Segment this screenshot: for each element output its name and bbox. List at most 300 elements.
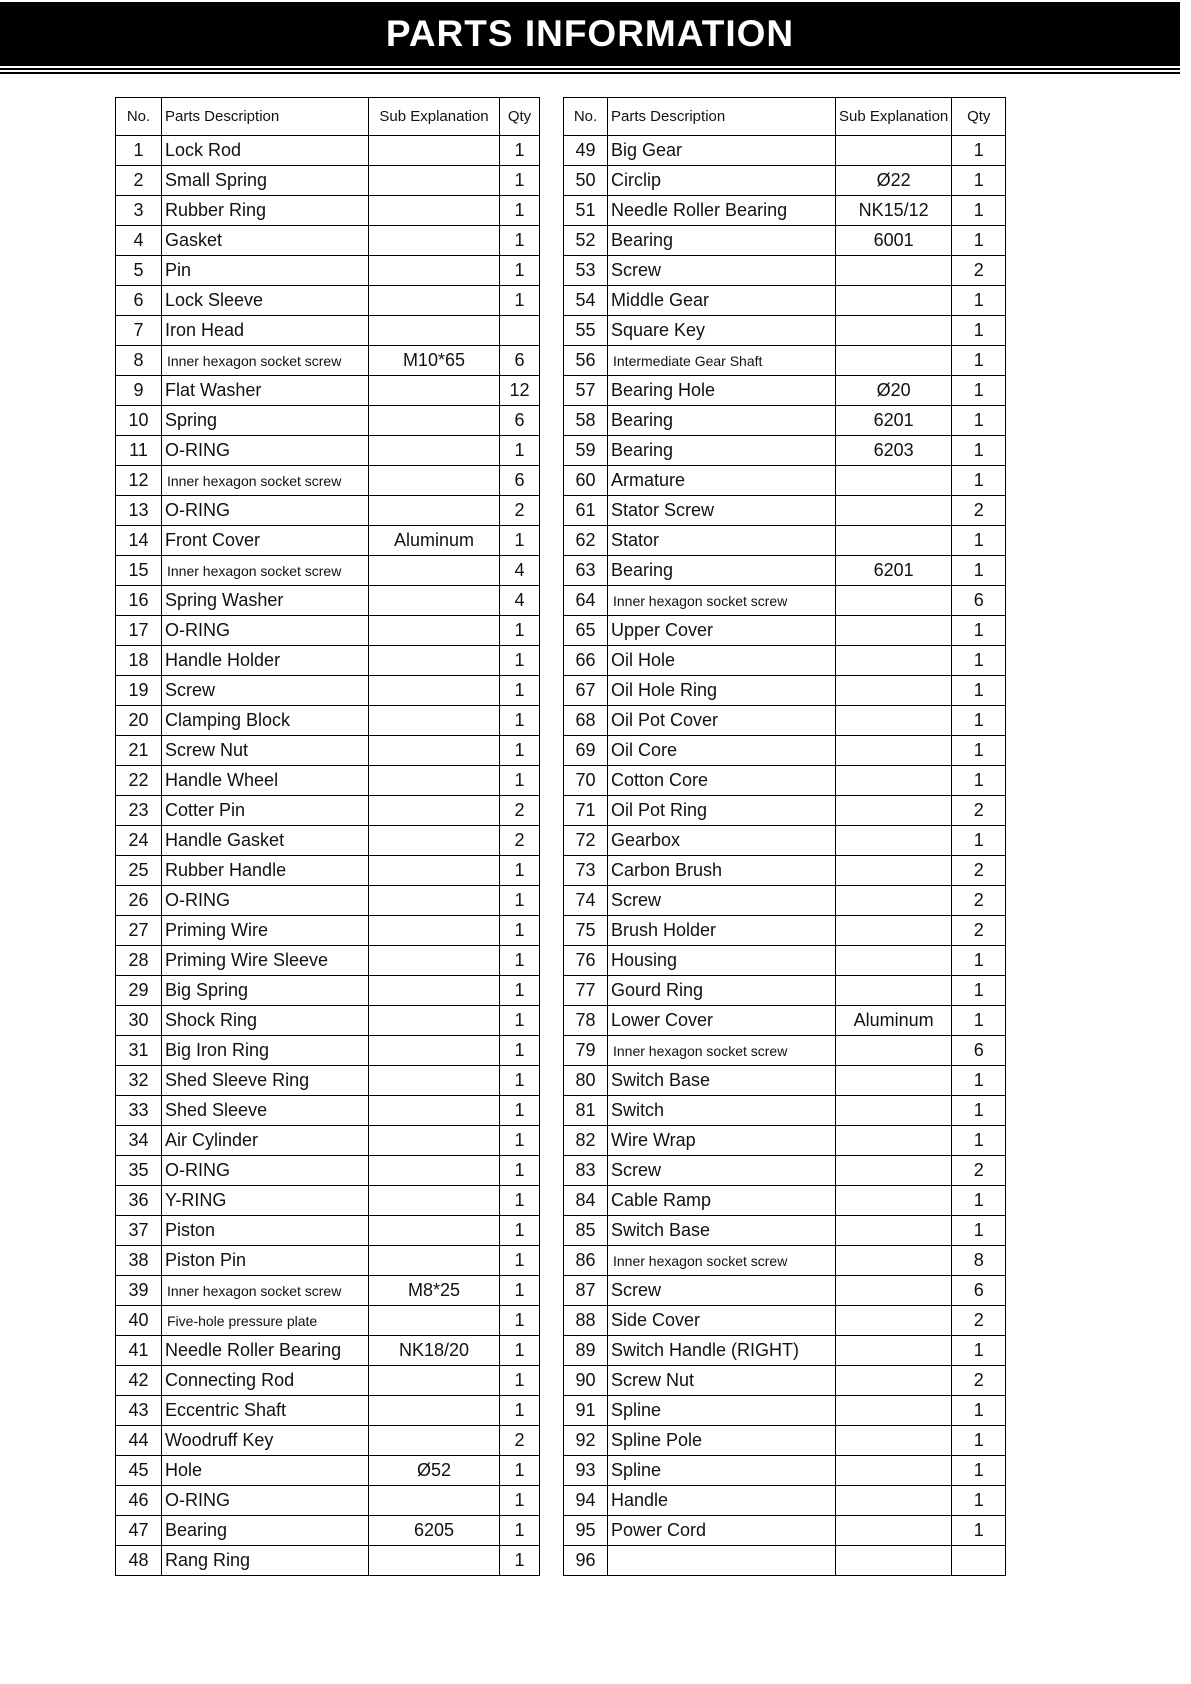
table-row [564, 916, 1006, 946]
sub-explanation [836, 646, 952, 676]
table-row [564, 466, 1006, 496]
table-row [564, 766, 1006, 796]
sub-explanation [369, 886, 500, 916]
sub-explanation [836, 736, 952, 766]
part-description: Handle Gasket [162, 826, 369, 856]
sub-explanation [369, 976, 500, 1006]
part-description: Inner hexagon socket screw [162, 346, 369, 376]
part-number: 42 [116, 1366, 162, 1396]
part-description: Stator Screw [608, 496, 836, 526]
table-row [564, 1126, 1006, 1156]
part-number: 76 [564, 946, 608, 976]
col-header-qty: Qty [952, 98, 1006, 136]
part-number: 39 [116, 1276, 162, 1306]
sub-explanation [836, 976, 952, 1006]
part-description [608, 1546, 836, 1576]
part-description: Piston [162, 1216, 369, 1246]
quantity: 12 [500, 376, 540, 406]
table-row [116, 916, 540, 946]
table-row [116, 1186, 540, 1216]
part-number: 45 [116, 1456, 162, 1486]
table-row [564, 1156, 1006, 1186]
part-number: 17 [116, 616, 162, 646]
part-description: Oil Hole [608, 646, 836, 676]
part-number: 18 [116, 646, 162, 676]
table-row [116, 346, 540, 376]
table-row [564, 796, 1006, 826]
quantity: 1 [952, 406, 1006, 436]
table-row [116, 616, 540, 646]
part-number: 7 [116, 316, 162, 346]
part-description: Switch Handle (RIGHT) [608, 1336, 836, 1366]
part-number: 24 [116, 826, 162, 856]
part-number: 16 [116, 586, 162, 616]
part-description: Spring [162, 406, 369, 436]
sub-explanation [369, 766, 500, 796]
quantity: 2 [952, 1306, 1006, 1336]
sub-explanation [369, 1366, 500, 1396]
quantity: 1 [952, 1066, 1006, 1096]
part-number: 86 [564, 1246, 608, 1276]
part-description: Screw [162, 676, 369, 706]
part-number: 44 [116, 1426, 162, 1456]
table-row [564, 616, 1006, 646]
quantity: 1 [500, 1306, 540, 1336]
sub-explanation [836, 1486, 952, 1516]
part-number: 41 [116, 1336, 162, 1366]
parts-table-right [563, 97, 1006, 1576]
sub-explanation [836, 136, 952, 166]
sub-explanation [369, 1096, 500, 1126]
col-header-no: No. [564, 98, 608, 136]
part-description: Bearing [608, 226, 836, 256]
sub-explanation [369, 286, 500, 316]
part-description: Iron Head [162, 316, 369, 346]
part-number: 3 [116, 196, 162, 226]
sub-explanation [369, 1426, 500, 1456]
quantity: 2 [952, 796, 1006, 826]
table-row [116, 826, 540, 856]
part-description: Inner hexagon socket screw [608, 1246, 836, 1276]
sub-explanation [369, 1066, 500, 1096]
sub-explanation [836, 1096, 952, 1126]
table-row [564, 1486, 1006, 1516]
table-row [116, 556, 540, 586]
sub-explanation [836, 706, 952, 736]
sub-explanation [836, 256, 952, 286]
sub-explanation [369, 1006, 500, 1036]
quantity: 2 [500, 496, 540, 526]
quantity: 1 [952, 736, 1006, 766]
sub-explanation [369, 136, 500, 166]
table-row [116, 286, 540, 316]
sub-explanation: Ø20 [836, 376, 952, 406]
part-number: 73 [564, 856, 608, 886]
part-number: 10 [116, 406, 162, 436]
table-row [116, 136, 540, 166]
table-row [116, 856, 540, 886]
part-description: Screw [608, 1276, 836, 1306]
sub-explanation [369, 376, 500, 406]
sub-explanation [836, 1546, 952, 1576]
quantity: 1 [952, 1096, 1006, 1126]
part-description: Big Gear [608, 136, 836, 166]
table-row [564, 736, 1006, 766]
quantity: 1 [500, 1126, 540, 1156]
quantity: 1 [500, 1006, 540, 1036]
quantity: 1 [500, 1156, 540, 1186]
sub-explanation [369, 1216, 500, 1246]
quantity: 1 [500, 946, 540, 976]
quantity: 2 [952, 856, 1006, 886]
part-description: Middle Gear [608, 286, 836, 316]
part-number: 60 [564, 466, 608, 496]
sub-explanation: M8*25 [369, 1276, 500, 1306]
quantity: 1 [952, 1006, 1006, 1036]
table-row [564, 376, 1006, 406]
sub-explanation [369, 436, 500, 466]
part-number: 69 [564, 736, 608, 766]
part-description: Circlip [608, 166, 836, 196]
part-description: Flat Washer [162, 376, 369, 406]
table-row [564, 316, 1006, 346]
table-row [116, 706, 540, 736]
quantity: 1 [952, 646, 1006, 676]
quantity: 1 [952, 466, 1006, 496]
part-description: Gasket [162, 226, 369, 256]
quantity: 6 [500, 466, 540, 496]
part-number: 23 [116, 796, 162, 826]
part-description: Switch [608, 1096, 836, 1126]
table-row [116, 1246, 540, 1276]
sub-explanation [369, 166, 500, 196]
table-row [116, 1366, 540, 1396]
quantity: 1 [952, 1216, 1006, 1246]
table-row [564, 406, 1006, 436]
quantity: 4 [500, 556, 540, 586]
table-row [564, 166, 1006, 196]
sub-explanation [369, 706, 500, 736]
part-number: 22 [116, 766, 162, 796]
quantity: 1 [500, 736, 540, 766]
sub-explanation [369, 1156, 500, 1186]
part-description: Big Spring [162, 976, 369, 1006]
table-row [116, 1216, 540, 1246]
part-description: Inner hexagon socket screw [608, 1036, 836, 1066]
sub-explanation [369, 646, 500, 676]
part-description: Cable Ramp [608, 1186, 836, 1216]
sub-explanation [369, 946, 500, 976]
quantity: 1 [500, 1036, 540, 1066]
quantity: 1 [500, 526, 540, 556]
table-row [116, 316, 540, 346]
quantity: 1 [952, 526, 1006, 556]
quantity: 1 [500, 1486, 540, 1516]
part-description: Oil Pot Cover [608, 706, 836, 736]
part-number: 91 [564, 1396, 608, 1426]
sub-explanation: 6201 [836, 406, 952, 436]
sub-explanation [836, 1246, 952, 1276]
part-number: 70 [564, 766, 608, 796]
part-description: Square Key [608, 316, 836, 346]
quantity: 1 [952, 166, 1006, 196]
part-description: Housing [608, 946, 836, 976]
sub-explanation [836, 1186, 952, 1216]
table-row [116, 256, 540, 286]
sub-explanation [369, 496, 500, 526]
part-description: Connecting Rod [162, 1366, 369, 1396]
table-row [116, 676, 540, 706]
quantity: 1 [500, 1366, 540, 1396]
table-row [564, 886, 1006, 916]
table-row [564, 1426, 1006, 1456]
table-row [564, 136, 1006, 166]
part-description: Cotton Core [608, 766, 836, 796]
part-number: 95 [564, 1516, 608, 1546]
part-description: Screw Nut [162, 736, 369, 766]
part-number: 89 [564, 1336, 608, 1366]
table-row [564, 346, 1006, 376]
part-description: Power Cord [608, 1516, 836, 1546]
part-number: 62 [564, 526, 608, 556]
part-description: O-RING [162, 616, 369, 646]
part-number: 58 [564, 406, 608, 436]
part-number: 34 [116, 1126, 162, 1156]
part-number: 56 [564, 346, 608, 376]
part-number: 77 [564, 976, 608, 1006]
part-description: Shed Sleeve Ring [162, 1066, 369, 1096]
quantity: 1 [500, 976, 540, 1006]
table-row [116, 1516, 540, 1546]
part-number: 13 [116, 496, 162, 526]
table-row [564, 1396, 1006, 1426]
part-description: Gearbox [608, 826, 836, 856]
sub-explanation [836, 316, 952, 346]
quantity: 6 [952, 586, 1006, 616]
table-row [564, 556, 1006, 586]
table-row [564, 1186, 1006, 1216]
table-row [116, 886, 540, 916]
sub-explanation [369, 1306, 500, 1336]
sub-explanation [836, 796, 952, 826]
part-description: Inner hexagon socket screw [162, 556, 369, 586]
quantity: 2 [500, 1426, 540, 1456]
part-number: 82 [564, 1126, 608, 1156]
sub-explanation [369, 1186, 500, 1216]
quantity: 1 [952, 316, 1006, 346]
sub-explanation [836, 1216, 952, 1246]
table-row [116, 1396, 540, 1426]
part-description: Piston Pin [162, 1246, 369, 1276]
part-description: Carbon Brush [608, 856, 836, 886]
part-number: 15 [116, 556, 162, 586]
quantity: 1 [500, 1456, 540, 1486]
part-description: Air Cylinder [162, 1126, 369, 1156]
quantity: 1 [952, 556, 1006, 586]
sub-explanation [836, 496, 952, 526]
table-row [116, 796, 540, 826]
part-number: 79 [564, 1036, 608, 1066]
part-description: Side Cover [608, 1306, 836, 1336]
quantity: 2 [952, 256, 1006, 286]
quantity: 1 [500, 1246, 540, 1276]
table-row [564, 256, 1006, 286]
part-description: Wire Wrap [608, 1126, 836, 1156]
sub-explanation [836, 586, 952, 616]
part-number: 19 [116, 676, 162, 706]
table-row [116, 1036, 540, 1066]
quantity: 1 [952, 946, 1006, 976]
table-row [116, 766, 540, 796]
quantity: 1 [500, 886, 540, 916]
sub-explanation [836, 1156, 952, 1186]
table-row [564, 1546, 1006, 1576]
table-row [116, 1276, 540, 1306]
sub-explanation [369, 1126, 500, 1156]
quantity: 1 [952, 226, 1006, 256]
table-row [564, 526, 1006, 556]
table-row [116, 946, 540, 976]
sub-explanation: Aluminum [836, 1006, 952, 1036]
sub-explanation [836, 616, 952, 646]
part-number: 57 [564, 376, 608, 406]
col-header-sub-explanation: Sub Explanation [836, 98, 952, 136]
sub-explanation [369, 556, 500, 586]
sub-explanation [836, 1396, 952, 1426]
part-description: Hole [162, 1456, 369, 1486]
part-description: O-RING [162, 1156, 369, 1186]
part-description: Five-hole pressure plate [162, 1306, 369, 1336]
part-description: Small Spring [162, 166, 369, 196]
table-row [116, 406, 540, 436]
part-description: Shed Sleeve [162, 1096, 369, 1126]
quantity: 6 [500, 346, 540, 376]
sub-explanation [369, 256, 500, 286]
quantity: 1 [952, 1426, 1006, 1456]
part-number: 59 [564, 436, 608, 466]
quantity: 1 [952, 766, 1006, 796]
sub-explanation [836, 1036, 952, 1066]
quantity: 2 [500, 826, 540, 856]
table-row [564, 1036, 1006, 1066]
table-row [116, 466, 540, 496]
part-number: 68 [564, 706, 608, 736]
part-number: 38 [116, 1246, 162, 1276]
sub-explanation [369, 916, 500, 946]
col-header-sub-explanation: Sub Explanation [369, 98, 500, 136]
part-description: Switch Base [608, 1216, 836, 1246]
part-number: 33 [116, 1096, 162, 1126]
header-rule-secondary [0, 72, 1180, 74]
sub-explanation [836, 1456, 952, 1486]
quantity: 1 [500, 1336, 540, 1366]
table-row [116, 646, 540, 676]
table-row [116, 586, 540, 616]
quantity: 1 [500, 616, 540, 646]
table-row [564, 1366, 1006, 1396]
part-description: Bearing Hole [608, 376, 836, 406]
sub-explanation [836, 1306, 952, 1336]
part-number: 4 [116, 226, 162, 256]
part-description: Pin [162, 256, 369, 286]
part-description: Lock Rod [162, 136, 369, 166]
quantity: 2 [952, 1156, 1006, 1186]
part-description: Spring Washer [162, 586, 369, 616]
table-row [564, 586, 1006, 616]
part-number: 47 [116, 1516, 162, 1546]
part-number: 27 [116, 916, 162, 946]
table-row [564, 1516, 1006, 1546]
table-row [564, 1306, 1006, 1336]
part-description: Stator [608, 526, 836, 556]
quantity: 1 [500, 1066, 540, 1096]
part-number: 85 [564, 1216, 608, 1246]
quantity: 1 [500, 256, 540, 286]
table-row [116, 1096, 540, 1126]
part-description: Intermediate Gear Shaft [608, 346, 836, 376]
quantity: 1 [500, 1216, 540, 1246]
part-number: 31 [116, 1036, 162, 1066]
part-description: Armature [608, 466, 836, 496]
part-description: Screw [608, 886, 836, 916]
quantity: 2 [952, 916, 1006, 946]
part-number: 6 [116, 286, 162, 316]
part-number: 63 [564, 556, 608, 586]
quantity: 1 [952, 1456, 1006, 1486]
sub-explanation [836, 946, 952, 976]
quantity: 6 [952, 1036, 1006, 1066]
table-row [564, 646, 1006, 676]
part-description: Rubber Ring [162, 196, 369, 226]
page-title: PARTS INFORMATION [0, 2, 1180, 66]
part-description: Shock Ring [162, 1006, 369, 1036]
part-number: 54 [564, 286, 608, 316]
part-number: 61 [564, 496, 608, 526]
part-number: 71 [564, 796, 608, 826]
part-description: Rang Ring [162, 1546, 369, 1576]
parts-list-left [116, 136, 540, 1576]
quantity: 1 [952, 1486, 1006, 1516]
part-description: Bearing [608, 556, 836, 586]
quantity: 1 [500, 766, 540, 796]
quantity: 1 [500, 196, 540, 226]
part-description: Lock Sleeve [162, 286, 369, 316]
part-number: 80 [564, 1066, 608, 1096]
quantity: 1 [952, 976, 1006, 1006]
part-number: 37 [116, 1216, 162, 1246]
table-row [564, 1456, 1006, 1486]
quantity: 1 [952, 436, 1006, 466]
sub-explanation: 6001 [836, 226, 952, 256]
part-number: 5 [116, 256, 162, 286]
col-header-qty: Qty [500, 98, 540, 136]
quantity: 1 [500, 1396, 540, 1426]
sub-explanation: 6203 [836, 436, 952, 466]
quantity: 1 [500, 436, 540, 466]
quantity: 1 [500, 706, 540, 736]
part-description: Bearing [162, 1516, 369, 1546]
sub-explanation [369, 1246, 500, 1276]
sub-explanation [836, 286, 952, 316]
part-description: Priming Wire [162, 916, 369, 946]
table-row [116, 436, 540, 466]
part-description: Lower Cover [608, 1006, 836, 1036]
part-number: 84 [564, 1186, 608, 1216]
sub-explanation [836, 1126, 952, 1156]
quantity: 2 [952, 886, 1006, 916]
quantity: 1 [952, 196, 1006, 226]
header-rule [0, 68, 1180, 70]
